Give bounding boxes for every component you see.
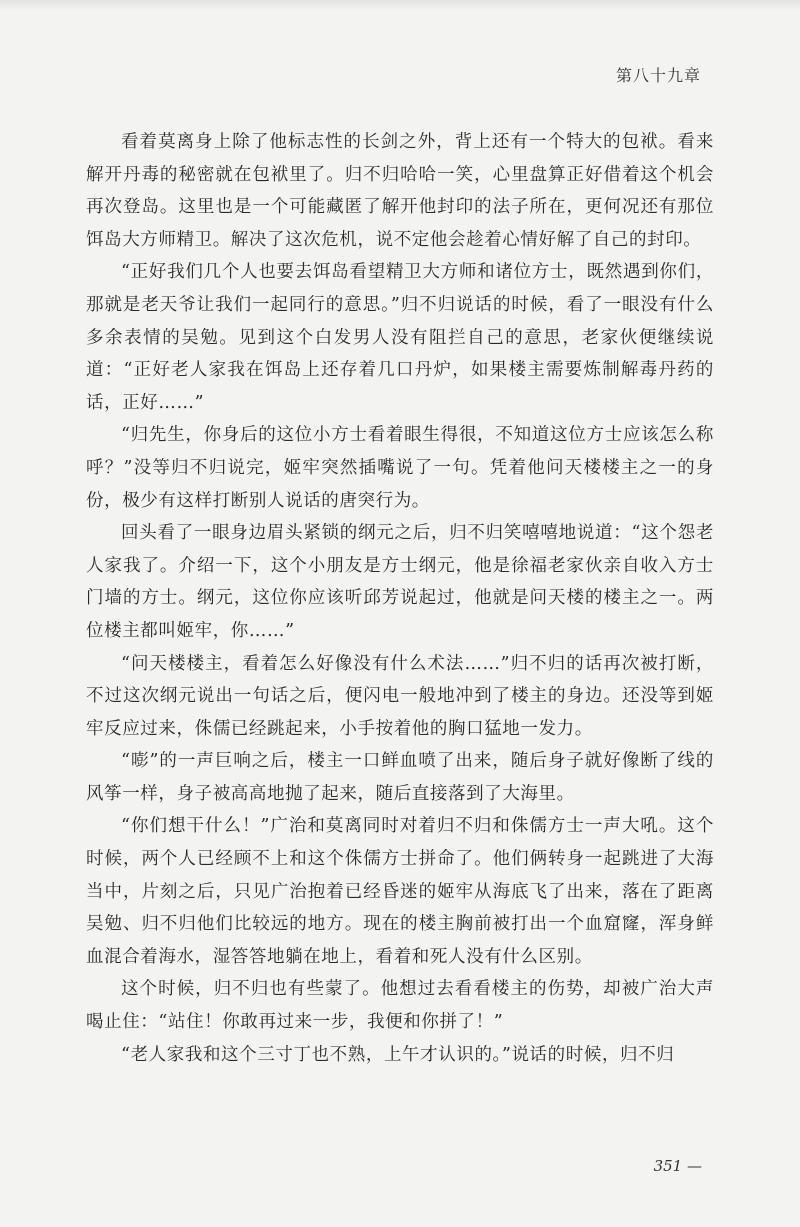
- page-number: 351 —: [653, 1157, 702, 1175]
- paragraph: “老人家我和这个三寸丁也不熟，上午才认识的。”说话的时候，归不归: [121, 1044, 675, 1065]
- paragraph: “问天楼楼主，看着怎么好像没有什么术法……”归不归的话再次被打断，不过这次纲元说出一句话之后，便闪电一般地冲到了楼主的身边。还没等到姬牢反应过来，侏儒已经跳起来，小手按着他的胸口猛地一发力。: [86, 653, 714, 739]
- paragraph: “嘭”的一声巨响之后，楼主一口鲜血喷了出来，随后身子就好像断了线的风筝一样，身子被高高地抛了起来，随后直接落到了大海里。: [86, 751, 714, 804]
- paragraph: 回头看了一眼身边眉头紧锁的纲元之后，归不归笑嘻嘻地说道：“这个怨老人家我了。介绍一下，这个小朋友是方士纲元，他是徐福老家伙亲自收入方士门墙的方士。纲元，这位你应该听邱芳说起过，他就是问天楼的楼主之一。两位楼主都叫姬牢，你……”: [86, 523, 714, 641]
- chapter-header: 第八十九章: [615, 66, 701, 85]
- body-text: [86, 126, 714, 1071]
- paragraph: “归先生，你身后的这位小方士看着眼生得很，不知道这位方士应该怎么称呼？”没等归不归说完，姬牢突然插嘴说了一句。凭着他问天楼楼主之一的身份，极少有这样打断别人说话的唐突行为。: [86, 425, 714, 511]
- paragraph: “正好我们几个人也要去饵岛看望精卫大方师和诸位方士，既然遇到你们，那就是老天爷让我们一起同行的意思。”归不归说话的时候，看了一眼没有什么多余表情的吴勉。见到这个白发男人没有阻拦自己的意思，老家伙便继续说道：“正好老人家我在饵岛上还存着几口丹炉，如果楼主需要炼制解毒丹药的话，正好……”: [86, 262, 714, 413]
- paragraph: 这个时候，归不归也有些蒙了。他想过去看看楼主的伤势，却被广治大声喝止住：“站住！你敢再过来一步，我便和你拼了！”: [86, 979, 714, 1033]
- page-top-edge: [0, 0, 800, 10]
- paragraph: “你们想干什么！”广治和莫离同时对着归不归和侏儒方士一声大吼。这个时候，两个人已经顾不上和这个侏儒方士拼命了。他们俩转身一起跳进了大海当中，片刻之后，只见广治抱着已经昏迷的姬牢从海底飞了出来，落在了距离吴勉、归不归他们比较远的地方。现在的楼主胸前被打出一个血窟窿，浑身鲜血混合着海水，湿答答地躺在地上，看着和死人没有什么区别。: [86, 816, 714, 967]
- paragraph: 看着莫离身上除了他标志性的长剑之外，背上还有一个特大的包袱。看来解开丹毒的秘密就在包袱里了。归不归哈哈一笑，心里盘算正好借着这个机会再次登岛。这里也是一个可能藏匿了解开他封印的法子所在，更何况还有那位饵岛大方师精卫。解决了这次危机，说不定他会趁着心情好解了自己的封印。: [86, 132, 714, 250]
